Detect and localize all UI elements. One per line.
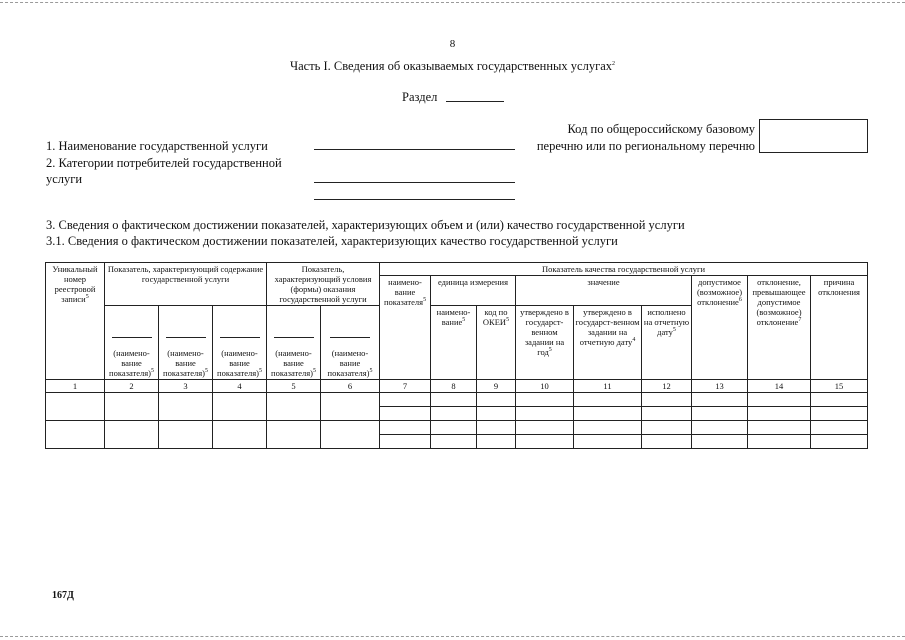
- header-conditions-name-2-note: 5: [369, 368, 373, 375]
- header-unit-name-text: наимено-вание: [436, 307, 471, 327]
- table-cell[interactable]: [574, 435, 642, 449]
- column-number: 9: [477, 380, 516, 393]
- table-cell[interactable]: [811, 407, 868, 421]
- table-row: [46, 393, 868, 407]
- table-cell[interactable]: [105, 393, 159, 421]
- header-content-name-3-note: 5: [258, 368, 262, 375]
- table-cell[interactable]: [811, 435, 868, 449]
- table-cell[interactable]: [516, 393, 574, 407]
- service-name-label: 1. Наименование государственной услуги: [46, 139, 268, 153]
- header-unit-name: [431, 306, 477, 380]
- header-registry-number-note: 5: [85, 294, 89, 301]
- table-cell[interactable]: [516, 407, 574, 421]
- table-cell[interactable]: [477, 393, 516, 407]
- heading-3-1: 3.1. Сведения о фактическом достижении показателей, характеризующих качество государственной услуги: [46, 234, 618, 248]
- header-unit-okei-text: код по ОКЕИ: [482, 307, 508, 327]
- header-value-approved-year: [516, 306, 574, 380]
- table-cell[interactable]: [159, 421, 213, 449]
- column-number: 10: [516, 380, 574, 393]
- header-deviation-exceed: [748, 276, 811, 380]
- table-cell[interactable]: [642, 407, 692, 421]
- header-quality-group: Показатель качества государственной услуги: [380, 263, 868, 276]
- header-value-approved-date: [574, 306, 642, 380]
- table-cell[interactable]: [380, 393, 431, 407]
- table-cell[interactable]: [431, 407, 477, 421]
- table-cell[interactable]: [267, 393, 321, 421]
- page-title: [0, 59, 905, 74]
- service-name-field[interactable]: [314, 149, 515, 150]
- name-field-line-1: [112, 337, 152, 338]
- table-cell[interactable]: [642, 393, 692, 407]
- header-value-group: значение: [516, 276, 692, 306]
- table-cell[interactable]: [574, 421, 642, 435]
- header-value-approved-date-note: 4: [632, 337, 636, 344]
- column-number: 2: [105, 380, 159, 393]
- header-value-approved-year-text: утверждено в государст-венном задании на год: [520, 307, 569, 357]
- header-deviation-allowed-note: 6: [738, 297, 742, 304]
- table-cell[interactable]: [748, 435, 811, 449]
- header-value-executed-text: исполнено на отчетную дату: [643, 307, 690, 337]
- header-value-executed-note: 5: [672, 327, 676, 334]
- header-unit-group: единица измерения: [431, 276, 516, 306]
- consumer-category-field-2[interactable]: [314, 199, 515, 200]
- header-registry-number-text: Уникальный номер реестровой записи: [52, 264, 98, 304]
- table-cell[interactable]: [811, 393, 868, 407]
- table-cell[interactable]: [692, 421, 748, 435]
- header-conditions-group: Показатель, характеризующий условия (формы) оказания государственной услуги: [267, 263, 380, 306]
- page-bottom-edge: [0, 636, 905, 637]
- column-number: 14: [748, 380, 811, 393]
- consumer-category-field-1[interactable]: [314, 182, 515, 183]
- column-number: 15: [811, 380, 868, 393]
- header-unit-name-note: 5: [462, 317, 466, 324]
- header-registry-number: [46, 263, 105, 380]
- header-content-name-1-note: 5: [150, 368, 154, 375]
- page-number: 8: [449, 38, 456, 50]
- table-cell[interactable]: [213, 421, 267, 449]
- header-value-approved-year-note: 5: [548, 347, 552, 354]
- header-content-name-2: [159, 306, 213, 380]
- header-content-group: Показатель, характеризующий содержание государственной услуги: [105, 263, 267, 306]
- code-label-line-2: перечню или по региональному перечню: [536, 139, 755, 153]
- table-cell[interactable]: [46, 421, 105, 449]
- table-cell[interactable]: [748, 393, 811, 407]
- column-number: 4: [213, 380, 267, 393]
- table-cell[interactable]: [642, 421, 692, 435]
- header-value-approved-date-text: утверждено в государст-венном задании на отчетную дату: [575, 307, 640, 347]
- consumer-category-label-1: 2. Категории потребителей государственной: [46, 156, 282, 170]
- table-cell[interactable]: [516, 421, 574, 435]
- header-conditions-name-1-note: 5: [312, 368, 316, 375]
- header-content-name-3-text: (наимено-вание показателя): [217, 348, 259, 378]
- column-number: 3: [159, 380, 213, 393]
- code-label-line-1: Код по общероссийскому базовому: [567, 122, 755, 136]
- form-code: 167Д: [52, 590, 74, 601]
- header-quality-name-note: 5: [423, 297, 427, 304]
- header-conditions-name-1-text: (наимено-вание показателя): [271, 348, 313, 378]
- header-reason: причина отклонения: [811, 276, 868, 380]
- table-cell[interactable]: [321, 421, 380, 449]
- table-cell[interactable]: [431, 435, 477, 449]
- header-deviation-allowed: [692, 276, 748, 380]
- table-cell[interactable]: [380, 435, 431, 449]
- column-number: 6: [321, 380, 380, 393]
- code-box[interactable]: [759, 119, 868, 153]
- table-cell[interactable]: [477, 421, 516, 435]
- header-quality-name-text: наимено-вание показателя: [383, 277, 424, 307]
- header-unit-okei: [477, 306, 516, 380]
- table-cell[interactable]: [431, 393, 477, 407]
- table-cell[interactable]: [811, 421, 868, 435]
- table-cell[interactable]: [380, 421, 431, 435]
- column-number: 8: [431, 380, 477, 393]
- section-number-field[interactable]: [446, 101, 504, 102]
- section-label: Раздел: [402, 90, 438, 104]
- table-cell[interactable]: [431, 421, 477, 435]
- page-title-text: Часть I. Сведения об оказываемых государственных услугах: [289, 59, 613, 73]
- column-number: 7: [380, 380, 431, 393]
- table-cell[interactable]: [380, 407, 431, 421]
- name-field-line-3: [220, 337, 260, 338]
- header-content-name-2-note: 5: [204, 368, 208, 375]
- header-content-name-1-text: (наимено-вание показателя): [109, 348, 151, 378]
- quality-table: [45, 262, 868, 449]
- header-conditions-name-2-text: (наимено-вание показателя): [327, 348, 370, 378]
- column-number: 12: [642, 380, 692, 393]
- name-field-line-5: [330, 337, 370, 338]
- column-number: 11: [574, 380, 642, 393]
- column-number: 5: [267, 380, 321, 393]
- table-cell[interactable]: [159, 393, 213, 421]
- table-cell[interactable]: [105, 421, 159, 449]
- header-conditions-name-1: [267, 306, 321, 380]
- table-row: [46, 421, 868, 435]
- header-content-name-1: [105, 306, 159, 380]
- table-cell[interactable]: [516, 435, 574, 449]
- column-number: 13: [692, 380, 748, 393]
- table-cell[interactable]: [692, 393, 748, 407]
- header-unit-okei-note: 5: [506, 317, 510, 324]
- table-cell[interactable]: [642, 435, 692, 449]
- header-quality-name: [380, 276, 431, 380]
- heading-3: 3. Сведения о фактическом достижении показателей, характеризующих объем и (или) качество государственной услуги: [46, 218, 685, 232]
- column-number-row: [46, 380, 868, 393]
- page-top-edge: [0, 2, 905, 3]
- header-content-name-3: [213, 306, 267, 380]
- table-cell[interactable]: [748, 421, 811, 435]
- consumer-category-label-2: услуги: [46, 172, 83, 186]
- table-cell[interactable]: [213, 393, 267, 421]
- header-deviation-exceed-note: 7: [798, 317, 802, 324]
- table-cell[interactable]: [477, 407, 516, 421]
- table-cell[interactable]: [321, 393, 380, 421]
- table-cell[interactable]: [692, 407, 748, 421]
- page-title-note: 2: [612, 60, 616, 67]
- table-cell[interactable]: [46, 393, 105, 421]
- header-deviation-exceed-text: отклонение, превышающее допустимое (возможное) отклонение: [752, 277, 806, 327]
- header-content-name-2-text: (наимено-вание показателя): [163, 348, 205, 378]
- table-cell[interactable]: [574, 407, 642, 421]
- table-cell[interactable]: [748, 407, 811, 421]
- header-conditions-name-2: [321, 306, 380, 380]
- table-cell[interactable]: [267, 421, 321, 449]
- table-cell[interactable]: [477, 435, 516, 449]
- name-field-line-2: [166, 337, 206, 338]
- header-value-executed: [642, 306, 692, 380]
- column-number: 1: [46, 380, 105, 393]
- table-cell[interactable]: [574, 393, 642, 407]
- table-cell[interactable]: [692, 435, 748, 449]
- name-field-line-4: [274, 337, 314, 338]
- header-deviation-allowed-text: допустимое (возможное) отклонение: [696, 277, 743, 307]
